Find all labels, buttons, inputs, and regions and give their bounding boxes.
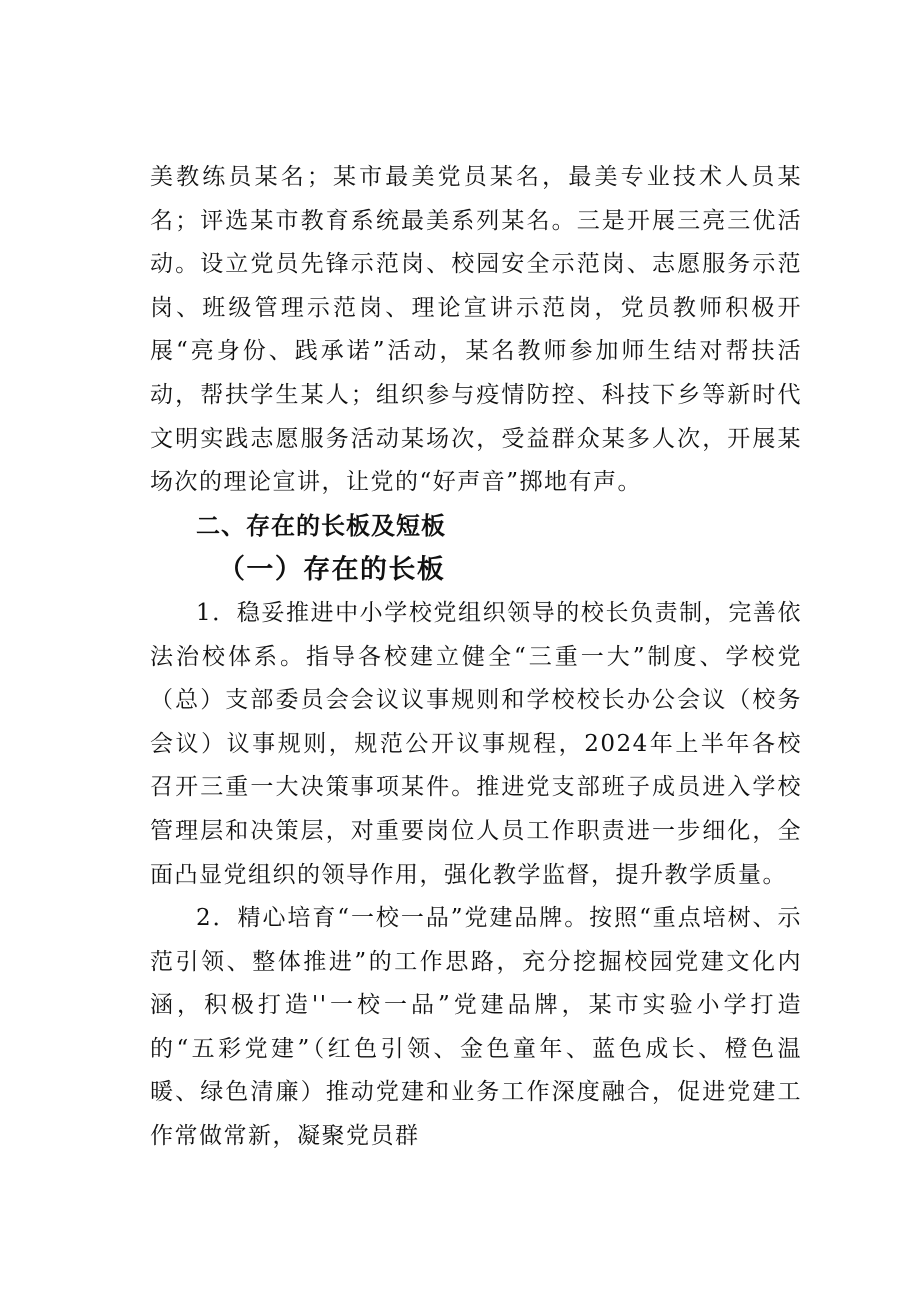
body-paragraph-2: 1．稳妥推进中小学校党组织领导的校长负责制，完善依法治校体系。指导各校建立健全“三重一大”制度、学校党（总）支部委员会会议议事规则和学校校长办公会议（校务会议）议事规则，规范公开议事规程，2024年上半年各校召开三重一大决策事项某件。推进党支部班子成员进入学校管理层和决策层，对重要岗位人员工作职责进一步细化，全面凸显党组织的领导作用，强化教学监督，提升教学质量。 [150, 599, 802, 888]
document-body [150, 156, 802, 1159]
body-paragraph-1: 美教练员某名；某市最美党员某名，最美专业技术人员某名；评选某市教育系统最美系列某名。三是开展三亮三优活动。设立党员先锋示范岗、校园安全示范岗、志愿服务示范岗、班级管理示范岗、理论宣讲示范岗，党员教师积极开展“亮身份、践承诺”活动，某名教师参加师生结对帮扶活动，帮扶学生某人；组织参与疫情防控、科技下乡等新时代文明实践志愿服务活动某场次，受益群众某多人次，开展某场次的理论宣讲，让党的“好声音”掷地有声。 [150, 164, 802, 496]
section-heading: 二、存在的长板及短板 [196, 511, 446, 540]
body-paragraph-3: 2．精心培育“一校一品”党建品牌。按照“重点培树、示范引领、整体推进”的工作思路，充分挖掘校园党建文化内涵，积极打造''一校一品”党建品牌，某市实验小学打造的“五彩党建”（红色引领、金色童年、蓝色成长、橙色温暖、绿色清廉）推动党建和业务工作深度融合，促进党建工作常做常新，凝聚党员群 [150, 905, 802, 1150]
subsection-heading: （一）存在的长板 [218, 554, 446, 586]
